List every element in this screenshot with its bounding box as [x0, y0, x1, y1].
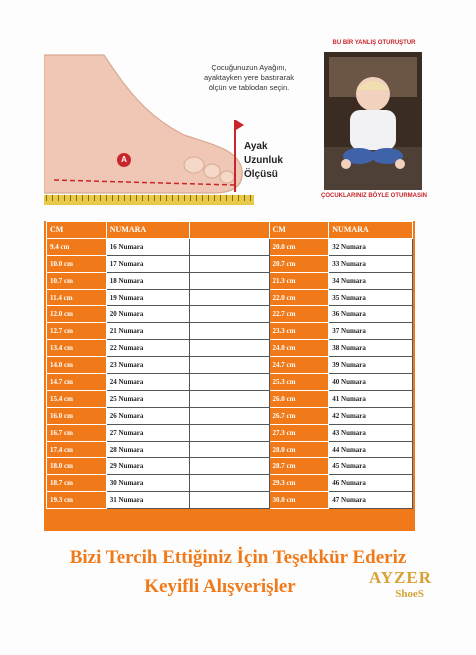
ruler	[44, 195, 254, 205]
cm-right-cell: 20.7 cm	[269, 255, 329, 272]
cm-left-cell: 16.0 cm	[47, 407, 107, 424]
table-row	[47, 374, 413, 391]
ruler-tick	[154, 195, 155, 201]
empty-cell-cell	[190, 374, 269, 391]
number-right-cell: 34 Numara	[329, 272, 413, 289]
ruler-tick	[178, 195, 179, 201]
number-left-cell: 22 Numara	[106, 340, 190, 357]
ruler-tick	[166, 195, 167, 201]
number-right-cell: 41 Numara	[329, 390, 413, 407]
thanks-message: Bizi Tercih Ettiğiniz İçin Teşekkür Ederiz	[69, 547, 407, 568]
warning-caption-bottom: ÇOCUKLARINIZ BÖYLE OTURMASIN	[321, 193, 427, 199]
cm-right-cell: 25.3 cm	[269, 374, 329, 391]
brand-logo: AYZER	[369, 568, 432, 587]
empty-cell-cell	[190, 424, 269, 441]
number-right-cell: 43 Numara	[329, 424, 413, 441]
table-row	[47, 492, 413, 509]
empty-cell-cell	[190, 340, 269, 357]
ruler-tick	[94, 195, 95, 201]
empty-cell-cell	[190, 272, 269, 289]
cm-right-cell: 22.0 cm	[269, 289, 329, 306]
cm-right-cell: 28.7 cm	[269, 458, 329, 475]
table-row	[47, 357, 413, 374]
happy-shopping: Keyifli Alışverişler	[144, 576, 296, 597]
cm-right-cell: 29.3 cm	[269, 475, 329, 492]
number-left-cell: 31 Numara	[106, 492, 190, 509]
empty-cell-cell	[190, 458, 269, 475]
cm-left-cell: 11.4 cm	[47, 289, 107, 306]
number-right-cell: 37 Numara	[329, 323, 413, 340]
table-row	[47, 475, 413, 492]
number-right-cell: 33 Numara	[329, 255, 413, 272]
number-left-cell: 27 Numara	[106, 424, 190, 441]
cm-left-cell: 18.0 cm	[47, 458, 107, 475]
ruler-tick	[106, 195, 107, 201]
ruler-tick	[136, 195, 137, 201]
number-right-cell: 36 Numara	[329, 306, 413, 323]
number-left-cell: 26 Numara	[106, 407, 190, 424]
brand-subtitle: ShoeS	[395, 588, 424, 600]
empty-cell-cell	[190, 323, 269, 340]
ruler-tick	[220, 195, 221, 201]
cm-left-cell: 10.7 cm	[47, 272, 107, 289]
table-row	[47, 424, 413, 441]
cm-right-cell: 30.0 cm	[269, 492, 329, 509]
ruler-tick	[88, 195, 89, 201]
foot-illustration	[44, 45, 306, 205]
ruler-tick	[196, 195, 197, 201]
number-right-cell: 35 Numara	[329, 289, 413, 306]
table-row	[47, 340, 413, 357]
cm-right-cell: 28.0 cm	[269, 441, 329, 458]
sitting-warning	[319, 40, 429, 205]
table-row	[47, 458, 413, 475]
number-left-cell: 16 Numara	[106, 238, 190, 255]
ruler-tick	[250, 195, 251, 201]
table-row	[47, 441, 413, 458]
ruler-tick	[172, 195, 173, 201]
empty-cell-cell	[190, 407, 269, 424]
cm-right-cell: 24.0 cm	[269, 340, 329, 357]
ruler-tick	[148, 195, 149, 201]
cm-right-cell: 22.7 cm	[269, 306, 329, 323]
number-left-cell: 29 Numara	[106, 458, 190, 475]
number-left-cell: 24 Numara	[106, 374, 190, 391]
table-row	[47, 407, 413, 424]
cm-right-cell: 24.7 cm	[269, 357, 329, 374]
number-right-cell: 45 Numara	[329, 458, 413, 475]
cm-left-cell: 18.7 cm	[47, 475, 107, 492]
empty-cell-cell	[190, 475, 269, 492]
number-left-cell: 28 Numara	[106, 441, 190, 458]
ruler-tick	[214, 195, 215, 201]
cm-right-cell: 23.3 cm	[269, 323, 329, 340]
warning-caption-top: BU BİR YANLIŞ OTURUŞTUR	[332, 40, 416, 46]
ruler-tick	[100, 195, 101, 201]
number-right-cell: 46 Numara	[329, 475, 413, 492]
number-right-cell: 38 Numara	[329, 340, 413, 357]
cm-right-cell: 20.0 cm	[269, 238, 329, 255]
ruler-tick	[52, 195, 53, 201]
ruler-tick	[244, 195, 245, 201]
cm-left-cell: 15.4 cm	[47, 390, 107, 407]
table-row	[47, 289, 413, 306]
number-left-cell: 18 Numara	[106, 272, 190, 289]
ruler-tick	[208, 195, 209, 201]
table-row	[47, 390, 413, 407]
header-number-left: NUMARA	[106, 222, 190, 239]
ruler-tick	[226, 195, 227, 201]
flag-icon	[234, 120, 236, 192]
number-left-cell: 20 Numara	[106, 306, 190, 323]
ruler-tick	[112, 195, 113, 201]
ruler-tick	[160, 195, 161, 201]
child-photo	[324, 52, 422, 190]
header-spacer	[190, 222, 269, 239]
number-left-cell: 23 Numara	[106, 357, 190, 374]
empty-cell-cell	[190, 357, 269, 374]
cm-right-cell: 26.7 cm	[269, 407, 329, 424]
measure-instructions: Çocuğunuzun Ayağını, ayaktayken yere bastırarak ölçün ve tablodan seçin.	[203, 63, 295, 92]
number-right-cell: 44 Numara	[329, 441, 413, 458]
table-row	[47, 272, 413, 289]
ruler-tick	[82, 195, 83, 201]
size-chart	[44, 221, 415, 531]
number-right-cell: 32 Numara	[329, 238, 413, 255]
number-left-cell: 25 Numara	[106, 390, 190, 407]
table-row	[47, 255, 413, 272]
empty-cell-cell	[190, 306, 269, 323]
cm-left-cell: 19.3 cm	[47, 492, 107, 509]
header-cm-left: CM	[47, 222, 107, 239]
number-right-cell: 42 Numara	[329, 407, 413, 424]
number-left-cell: 17 Numara	[106, 255, 190, 272]
cm-right-cell: 27.3 cm	[269, 424, 329, 441]
ruler-tick	[58, 195, 59, 201]
size-table	[46, 221, 413, 509]
cm-left-cell: 12.0 cm	[47, 306, 107, 323]
cm-left-cell: 13.4 cm	[47, 340, 107, 357]
empty-cell-cell	[190, 238, 269, 255]
header-cm-right: CM	[269, 222, 329, 239]
cm-left-cell: 10.0 cm	[47, 255, 107, 272]
number-right-cell: 40 Numara	[329, 374, 413, 391]
ruler-tick	[142, 195, 143, 201]
cm-left-cell: 12.7 cm	[47, 323, 107, 340]
ruler-tick	[124, 195, 125, 201]
cm-left-cell: 16.7 cm	[47, 424, 107, 441]
table-row	[47, 238, 413, 255]
empty-cell-cell	[190, 255, 269, 272]
ruler-tick	[118, 195, 119, 201]
table-row	[47, 306, 413, 323]
cm-right-cell: 26.0 cm	[269, 390, 329, 407]
size-guide-header	[44, 40, 427, 205]
cm-left-cell: 9.4 cm	[47, 238, 107, 255]
number-left-cell: 19 Numara	[106, 289, 190, 306]
empty-cell-cell	[190, 441, 269, 458]
number-left-cell: 30 Numara	[106, 475, 190, 492]
cm-left-cell: 14.7 cm	[47, 374, 107, 391]
ruler-tick	[190, 195, 191, 201]
ruler-tick	[64, 195, 65, 201]
empty-cell-cell	[190, 289, 269, 306]
number-right-cell: 39 Numara	[329, 357, 413, 374]
empty-cell-cell	[190, 390, 269, 407]
ruler-tick	[130, 195, 131, 201]
table-header-row	[47, 222, 413, 239]
number-left-cell: 21 Numara	[106, 323, 190, 340]
number-right-cell: 47 Numara	[329, 492, 413, 509]
cm-left-cell: 14.0 cm	[47, 357, 107, 374]
marker-label: A	[121, 155, 127, 164]
table-row	[47, 323, 413, 340]
ruler-tick	[46, 195, 47, 201]
cm-right-cell: 21.3 cm	[269, 272, 329, 289]
empty-cell-cell	[190, 492, 269, 509]
ruler-tick	[202, 195, 203, 201]
ruler-tick	[70, 195, 71, 201]
ruler-tick	[76, 195, 77, 201]
ruler-tick	[184, 195, 185, 201]
header-number-right: NUMARA	[329, 222, 413, 239]
cm-left-cell: 17.4 cm	[47, 441, 107, 458]
ruler-tick	[238, 195, 239, 201]
foot-length-label: Ayak Uzunluk Ölçüsü	[244, 141, 283, 180]
ruler-tick	[232, 195, 233, 201]
